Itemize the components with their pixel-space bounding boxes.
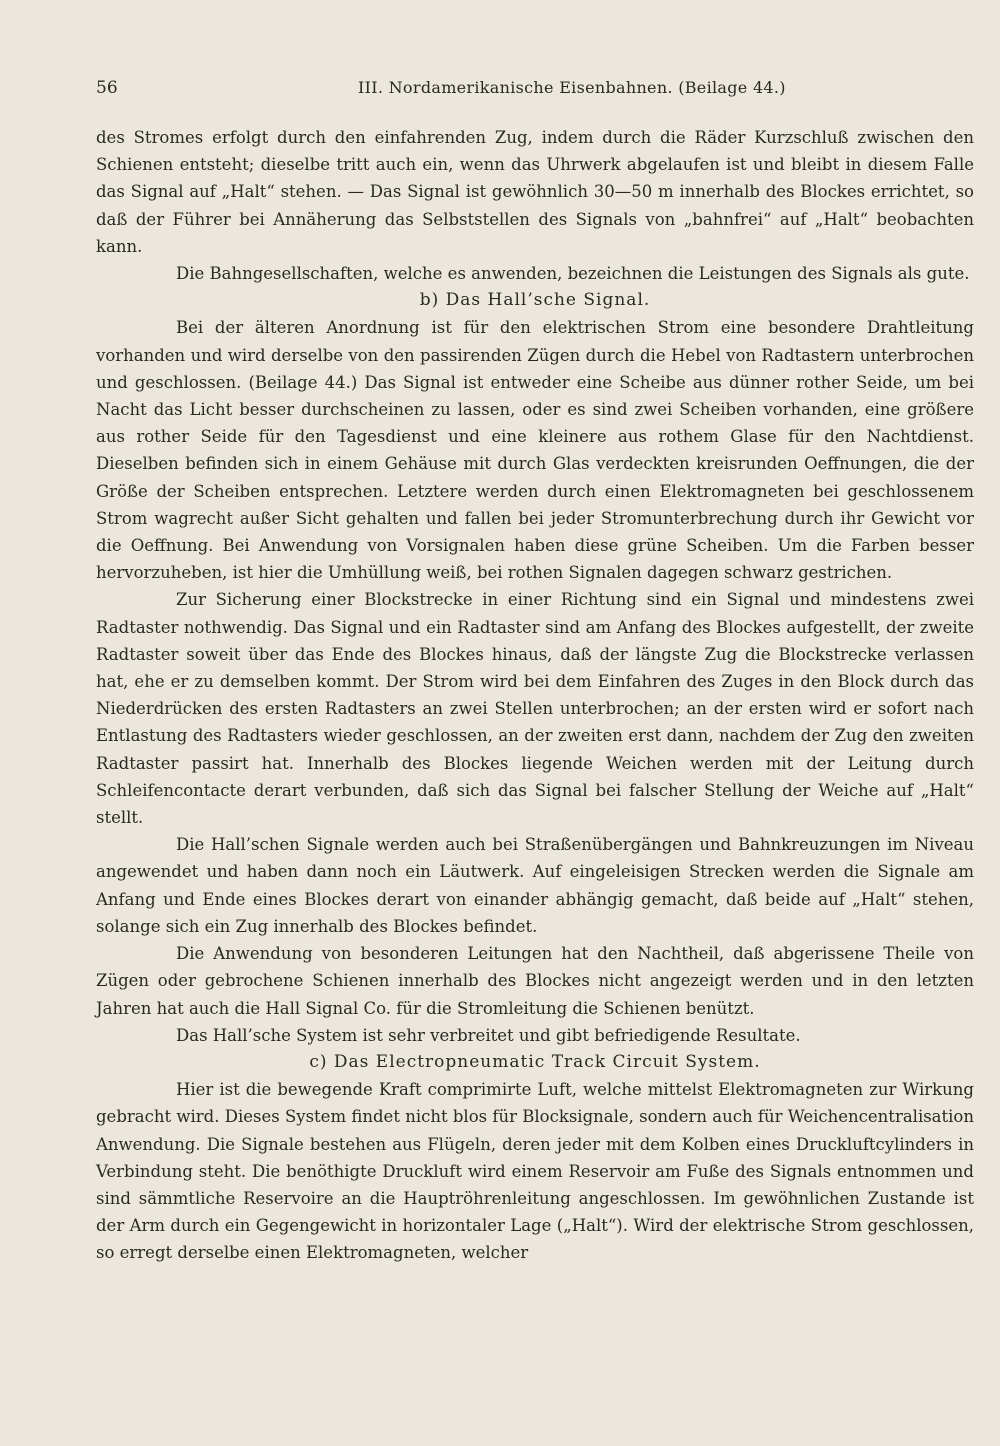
page-header	[96, 78, 976, 102]
section-heading: b) Das Hall’sche Signal.	[419, 290, 651, 311]
body-text	[96, 124, 974, 1267]
paragraph: Die Anwendung von besonderen Leitungen hat den Nachtheil, daß abgerissene Theile von Zügen oder gebrochene Schienen innerhalb des Blockes nicht angezeigt werden und in den letzten Jahren hat auch die Hall Signal Co. für die Stromleitung die Schienen benützt.	[96, 944, 974, 1018]
section-heading: c) Das Electropneumatic Track Circuit System.	[309, 1051, 761, 1072]
paragraph: Zur Sicherung einer Blockstrecke in einer Richtung sind ein Signal und mindestens zwei Radtaster nothwendig. Das Signal und ein Radtaster sind am Anfang des Blockes aufgestellt, der zweite Radtaster soweit über das Ende des Blockes hinaus, daß der längste Zug die Blockstrecke verlassen hat, ehe er zu demselben kommt. Der Strom wird bei dem Einfahren des Zuges in den Block durch das Niederdrücken des ersten Radtasters an zwei Stellen unterbrochen; an der ersten wird er sofort nach Entlastung des Radtasters wieder geschlossen, an der zweiten erst dann, nachdem der Zug den zweiten Radtaster passirt hat. Innerhalb des Blockes liegende Weichen werden mit der Leitung durch Schleifencontacte derart verbunden, daß sich das Signal bei falscher Stellung der Weiche auf „Halt“ stellt.	[96, 590, 974, 828]
paragraph: Das Hall’sche System ist sehr verbreitet und gibt befriedigende Resultate.	[176, 1025, 801, 1045]
page-number: 56	[96, 78, 118, 98]
running-head: III. Nordamerikanische Eisenbahnen. (Beilage 44.)	[358, 78, 786, 97]
paragraph: Die Bahngesellschaften, welche es anwenden, bezeichnen die Leistungen des Signals als gute.	[176, 264, 970, 284]
paragraph: des Stromes erfolgt durch den einfahrenden Zug, indem durch die Räder Kurzschluß zwischen den Schienen entsteht; dieselbe tritt auch ein, wenn das Uhrwerk abgelaufen ist und bleibt in diesem Falle das Signal auf „Halt“ stehen. — Das Signal ist gewöhnlich 30—50 m innerhalb des Blockes errichtet, so daß der Führer bei Annäherung das Selbststellen des Signals von „bahnfrei“ auf „Halt“ beobachten kann.	[96, 128, 974, 256]
paragraph: Bei der älteren Anordnung ist für den elektrischen Strom eine besondere Drahtleitung vorhanden und wird derselbe von den passirenden Zügen durch die Hebel von Radtastern unterbrochen und geschlossen. (Beilage 44.) Das Signal ist entweder eine Scheibe aus dünner rother Seide, um bei Nacht das Licht besser durchscheinen zu lassen, oder es sind zwei Scheiben vorhanden, eine größere aus rother Seide für den Tagesdienst und eine kleinere aus rothem Glase für den Nachtdienst. Dieselben befinden sich in einem Gehäuse mit durch Glas verdeckten kreisrunden Oeffnungen, die der Größe der Scheiben entsprechen. Letztere werden durch einen Elektromagneten bei geschlossenem Strom wagrecht außer Sicht gehalten und fallen bei jeder Stromunterbrechung durch ihr Gewicht vor die Oeffnung. Bei Anwendung von Vorsignalen haben diese grüne Scheiben. Um die Farben besser hervorzuheben, ist hier die Umhüllung weiß, bei rothen Signalen dagegen schwarz gestrichen.	[96, 318, 974, 583]
paragraph: Die Hall’schen Signale werden auch bei Straßenübergängen und Bahnkreuzungen im Niveau angewendet und haben dann noch ein Läutwerk. Auf eingeleisigen Strecken werden die Signale am Anfang und Ende eines Blockes derart von einander abhängig gemacht, daß beide auf „Halt“ stehen, solange sich ein Zug innerhalb des Blockes befindet.	[96, 835, 974, 936]
paragraph: Hier ist die bewegende Kraft comprimirte Luft, welche mittelst Elektromagneten zur Wirkung gebracht wird. Dieses System findet nicht blos für Blocksignale, sondern auch für Weichencentralisation Anwendung. Die Signale bestehen aus Flügeln, deren jeder mit dem Kolben eines Druckluftcylinders in Verbindung steht. Die benöthigte Druckluft wird einem Reservoir am Fuße des Signals entnommen und sind sämmtliche Reservoire an die Hauptröhrenleitung angeschlossen. Im gewöhnlichen Zustande ist der Arm durch ein Gegengewicht in horizontaler Lage („Halt“). Wird der elektrische Strom geschlossen, so erregt derselbe einen Elektromagneten, welcher	[96, 1080, 974, 1263]
